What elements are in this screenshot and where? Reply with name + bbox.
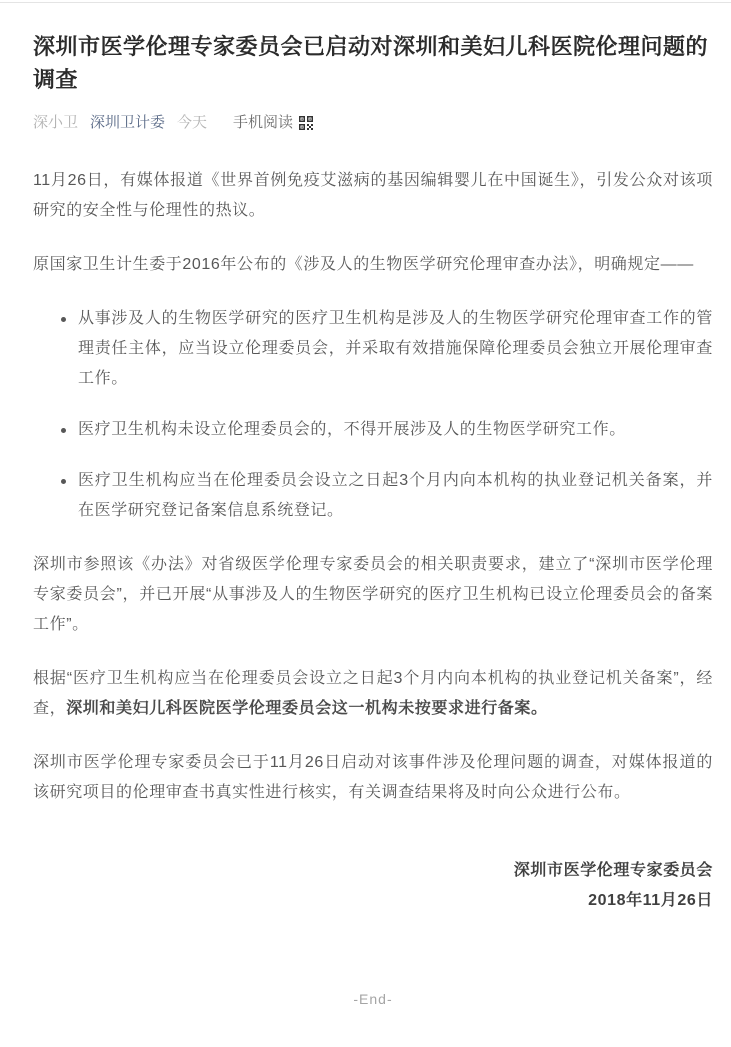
paragraph-finding [33, 664, 713, 724]
author-name[interactable]: 深小卫 [33, 114, 79, 131]
signature-name: 深圳市医学伦理专家委员会 [513, 862, 713, 879]
account-name-link[interactable]: 深圳卫计委 [90, 114, 166, 131]
signature-block [33, 856, 713, 916]
article-page [0, 3, 731, 1047]
signature-date: 2018年11月26日 [588, 892, 713, 909]
paragraph-investigation: 深圳市医学伦理专家委员会已于11月26日启动对该事件涉及伦理问题的调查，对媒体报道的该研究项目的伦理审查书真实性进行核实，有关调查结果将及时向公众进行公布。 [33, 754, 713, 801]
article-title: 深圳市医学伦理专家委员会已启动对深圳和美妇儿科医院伦理问题的调查 [33, 34, 709, 92]
list-item-responsibility: 从事涉及人的生物医学研究的医疗卫生机构是涉及人的生物医学研究伦理审查工作的管理责任主体，应当设立伦理委员会，并采取有效措施保障伦理委员会独立开展伦理审查工作。 [78, 304, 713, 394]
end-marker: -End- [353, 991, 393, 1007]
paragraph-shenzhen-measures: 深圳市参照该《办法》对省级医学伦理专家委员会的相关职责要求，建立了“深圳市医学伦理专家委员会”，并已开展“从事涉及人的生物医学研究的医疗卫生机构已设立伦理委员会的备案工作”。 [33, 556, 713, 633]
regulation-list [33, 304, 713, 526]
mobile-read-label[interactable]: 手机阅读 [233, 114, 294, 131]
byline [33, 112, 713, 133]
list-item-no-committee: 医疗卫生机构未设立伦理委员会的，不得开展涉及人的生物医学研究工作。 [78, 415, 713, 445]
publish-date: 今天 [177, 114, 208, 131]
paragraph-media-report: 11月26日，有媒体报道《世界首例免疫艾滋病的基因编辑婴儿在中国诞生》，引发公众对该项研究的安全性与伦理性的热议。 [33, 172, 713, 219]
finding-prefix-text: 根据“医疗卫生机构应当在伦理委员会设立之日起3个月内向本机构的执业登记机关备案”，经查， [33, 670, 713, 717]
paragraph-regulation-intro: 原国家卫生计生委于2016年公布的《涉及人的生物医学研究伦理审查办法》，明确规定—— [33, 256, 694, 273]
finding-bold-text: 深圳和美妇儿科医院医学伦理委员会这一机构未按要求进行备案。 [66, 700, 548, 717]
qr-code-icon[interactable] [299, 116, 313, 130]
list-item-filing: 医疗卫生机构应当在伦理委员会设立之日起3个月内向本机构的执业登记机关备案，并在医学研究登记备案信息系统登记。 [78, 466, 713, 526]
